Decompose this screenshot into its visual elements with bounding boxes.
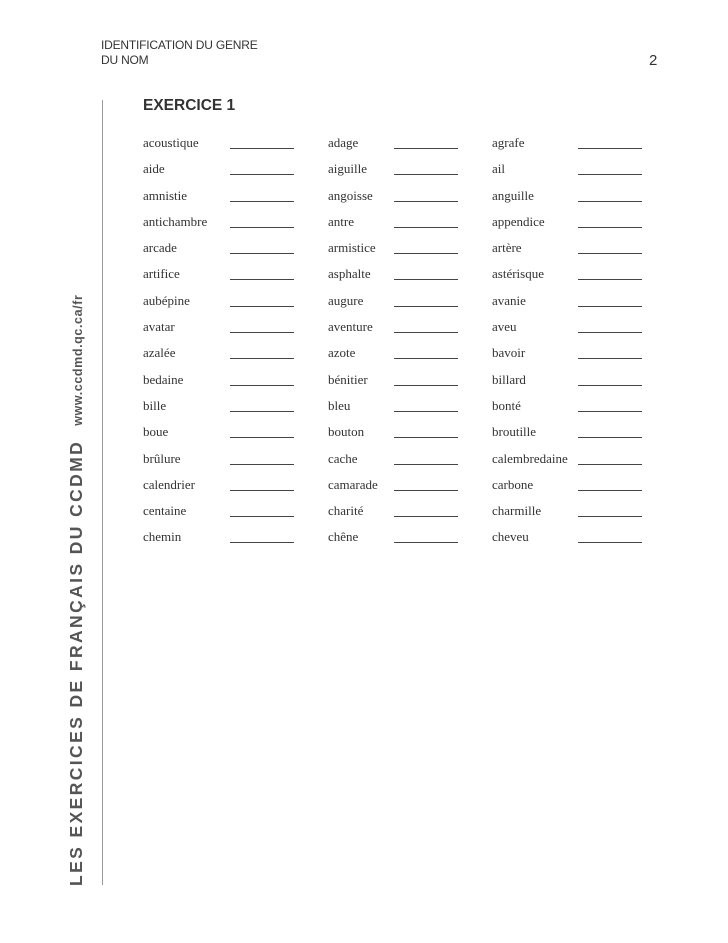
answer-blank[interactable]	[230, 411, 294, 412]
answer-blank[interactable]	[394, 516, 458, 517]
answer-blank[interactable]	[230, 253, 294, 254]
answer-blank[interactable]	[578, 411, 642, 412]
word-row	[143, 187, 653, 213]
answer-blank[interactable]	[230, 148, 294, 149]
noun-word: chemin	[143, 529, 182, 545]
answer-blank[interactable]	[394, 385, 458, 386]
answer-blank[interactable]	[394, 201, 458, 202]
noun-word: asphalte	[328, 266, 371, 282]
series-title: LES EXERCICES DE FRANÇAIS DU CCDMD	[66, 439, 86, 886]
side-banner	[66, 294, 87, 886]
noun-word: azalée	[143, 345, 176, 361]
answer-blank[interactable]	[578, 148, 642, 149]
noun-word: camarade	[328, 476, 378, 492]
answer-blank[interactable]	[394, 490, 458, 491]
noun-word: bedaine	[143, 371, 184, 387]
answer-blank[interactable]	[578, 490, 642, 491]
noun-word: bleu	[328, 397, 351, 413]
answer-blank[interactable]	[578, 516, 642, 517]
noun-word: aiguille	[328, 161, 367, 177]
answer-blank[interactable]	[578, 542, 642, 543]
noun-word: acoustique	[143, 135, 199, 150]
answer-blank[interactable]	[230, 358, 294, 359]
word-row	[143, 423, 653, 449]
answer-blank[interactable]	[578, 253, 642, 254]
word-row	[143, 528, 653, 554]
noun-word: brûlure	[143, 450, 181, 466]
answer-blank[interactable]	[578, 385, 642, 386]
noun-word: astérisque	[492, 266, 544, 282]
word-row	[143, 160, 653, 186]
answer-blank[interactable]	[394, 279, 458, 280]
answer-blank[interactable]	[394, 227, 458, 228]
word-row	[143, 344, 653, 370]
answer-blank[interactable]	[578, 358, 642, 359]
noun-word: adage	[328, 135, 359, 150]
noun-word: amnistie	[143, 187, 188, 203]
answer-blank[interactable]	[230, 437, 294, 438]
answer-blank[interactable]	[394, 253, 458, 254]
noun-word: aide	[143, 161, 165, 177]
word-row	[143, 371, 653, 397]
answer-blank[interactable]	[394, 174, 458, 175]
page-number: 2	[649, 52, 658, 69]
answer-blank[interactable]	[230, 279, 294, 280]
noun-word: azote	[328, 345, 356, 361]
noun-word: aubépine	[143, 292, 190, 308]
noun-word: appendice	[492, 213, 545, 229]
answer-blank[interactable]	[394, 148, 458, 149]
noun-word: antichambre	[143, 213, 208, 229]
word-grid	[143, 134, 653, 555]
noun-word: broutille	[492, 424, 537, 440]
answer-blank[interactable]	[578, 279, 642, 280]
noun-word: avatar	[143, 319, 175, 335]
answer-blank[interactable]	[578, 227, 642, 228]
noun-word: angoisse	[328, 187, 373, 203]
exercise-title: EXERCICE 1	[143, 97, 236, 114]
word-row	[143, 450, 653, 476]
answer-blank[interactable]	[230, 490, 294, 491]
word-row	[143, 318, 653, 344]
word-row	[143, 239, 653, 265]
answer-blank[interactable]	[230, 385, 294, 386]
answer-blank[interactable]	[578, 464, 642, 465]
answer-blank[interactable]	[578, 201, 642, 202]
noun-word: aventure	[328, 319, 373, 335]
word-row	[143, 397, 653, 423]
answer-blank[interactable]	[230, 174, 294, 175]
answer-blank[interactable]	[394, 358, 458, 359]
noun-word: calembredaine	[492, 450, 568, 466]
document-header	[101, 38, 258, 68]
answer-blank[interactable]	[394, 332, 458, 333]
margin-divider	[102, 100, 103, 885]
noun-word: carbone	[492, 476, 534, 492]
noun-word: bouton	[328, 424, 365, 440]
answer-blank[interactable]	[394, 437, 458, 438]
noun-word: calendrier	[143, 476, 195, 492]
noun-word: chêne	[328, 529, 359, 545]
noun-word: billard	[492, 371, 526, 387]
noun-word: bille	[143, 397, 167, 413]
answer-blank[interactable]	[230, 516, 294, 517]
answer-blank[interactable]	[578, 332, 642, 333]
noun-word: cheveu	[492, 529, 529, 545]
answer-blank[interactable]	[394, 306, 458, 307]
header-line-2: DU NOM	[101, 53, 149, 67]
answer-blank[interactable]	[394, 542, 458, 543]
noun-word: artifice	[143, 266, 180, 282]
answer-blank[interactable]	[394, 411, 458, 412]
answer-blank[interactable]	[578, 174, 642, 175]
noun-word: cache	[328, 450, 358, 466]
noun-word: boue	[143, 424, 169, 440]
website-url[interactable]: www.ccdmd.qc.ca/fr	[71, 294, 85, 426]
noun-word: armistice	[328, 240, 376, 256]
noun-word: bavoir	[492, 345, 526, 361]
noun-word: artère	[492, 240, 522, 256]
answer-blank[interactable]	[578, 306, 642, 307]
answer-blank[interactable]	[230, 227, 294, 228]
noun-word: charité	[328, 503, 364, 519]
header-line-1: IDENTIFICATION DU GENRE	[101, 38, 258, 52]
noun-word: ail	[492, 161, 505, 177]
answer-blank[interactable]	[230, 306, 294, 307]
answer-blank[interactable]	[230, 201, 294, 202]
word-row	[143, 476, 653, 502]
answer-blank[interactable]	[230, 464, 294, 465]
answer-blank[interactable]	[230, 542, 294, 543]
noun-word: aveu	[492, 319, 517, 335]
noun-word: antre	[328, 213, 354, 229]
noun-word: anguille	[492, 187, 534, 203]
word-row	[143, 502, 653, 528]
noun-word: bonté	[492, 397, 521, 413]
answer-blank[interactable]	[394, 464, 458, 465]
noun-word: avanie	[492, 292, 526, 308]
noun-word: agrafe	[492, 135, 525, 150]
word-row	[143, 213, 653, 239]
noun-word: centaine	[143, 503, 187, 519]
noun-word: augure	[328, 292, 364, 308]
answer-blank[interactable]	[578, 437, 642, 438]
noun-word: charmille	[492, 503, 542, 519]
word-row	[143, 134, 653, 160]
noun-word: bénitier	[328, 371, 368, 387]
noun-word: arcade	[143, 240, 177, 256]
word-row	[143, 292, 653, 318]
word-row	[143, 265, 653, 291]
answer-blank[interactable]	[230, 332, 294, 333]
